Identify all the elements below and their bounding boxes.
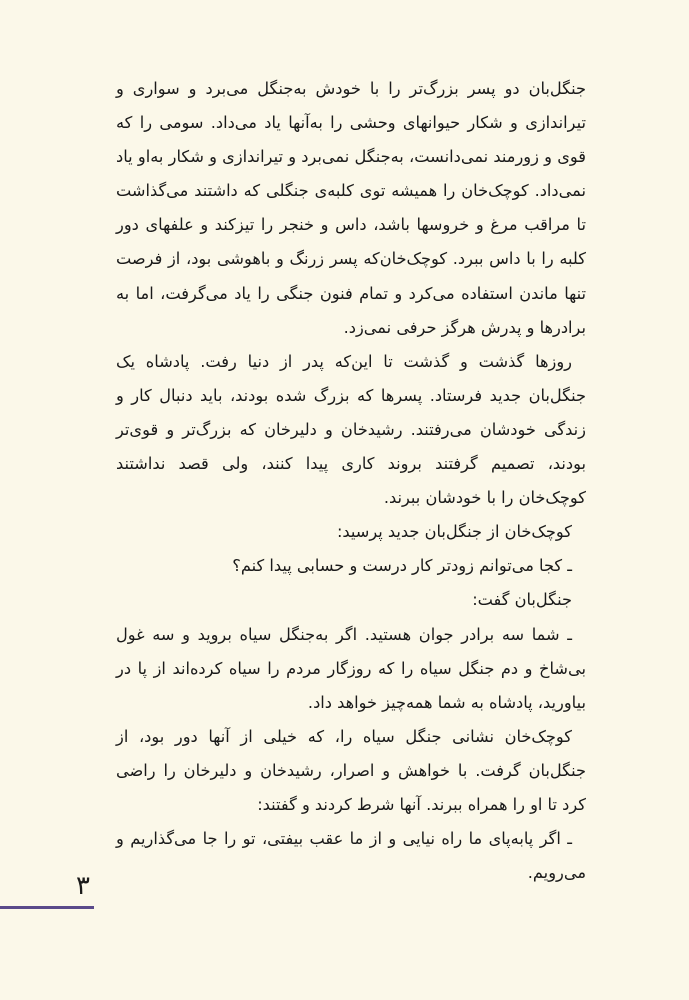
paragraph-2: روزها گذشت و گذشت تا این‌که پدر از دنیا رفت. پادشاه یک جنگل‌بان جدید فرستاد. پسرها که بزرگ شده بودند، باید دنبال کار و زندگی خودشان می‌رفتند. رشیدخان و دلیرخان که بزرگ‌تر و قوی‌تر بودند، تصمیم گرفتند بروند کاری پیدا کنند، ولی قصد نداشتند کوچک‌خان را با خودشان ببرند. bbox=[116, 351, 586, 508]
paragraph-3: کوچک‌خان از جنگل‌بان جدید پرسید: bbox=[336, 522, 572, 542]
paragraph-7: کوچک‌خان نشانی جنگل سیاه را، که خیلی از آنها دور بود، از جنگل‌بان گرفت. با خواهش و اصرار، رشیدخان و دلیرخان را راضی کرد تا او را همراه ببرند. آنها شرط کردند و گفتند: bbox=[116, 726, 586, 814]
paragraph-5: جنگل‌بان گفت: bbox=[472, 590, 572, 610]
paragraph-8: ـ اگر پابه‌پای ما راه نیایی و از ما عقب بیفتی، تو را جا می‌گذاریم و می‌رویم. bbox=[116, 829, 586, 883]
paragraph-6: ـ شما سه برادر جوان هستید. اگر به‌جنگل سیاه بروید و سه غول بی‌شاخ و دم جنگل سیاه را که روزگار مردم را سیاه کرده‌اند از پا در بیاورید، پادشاه به شما همه‌چیز خواهد داد. bbox=[116, 624, 586, 712]
paragraph-1: جنگل‌بان دو پسر بزرگ‌تر را با خودش به‌جنگل می‌برد و سواری و تیراندازی و شکار حیوانهای وحشی را به‌آنها یاد می‌داد. سومی را که قوی و زورمند نمی‌دانست، به‌جنگل نمی‌برد و تیراندازی و شکار به‌او یاد نمی‌داد. کوچک‌خان را همیشه توی کلبه‌ی جنگلی که داشتند می‌گذاشت تا مراقب مرغ و خروسها باشد، داس و خنجر را تیزکند و علفهای دور کلبه را با داس ببرد. کوچک‌خان‌که پسر زرنگ و باهوشی بود، از فرصت تنها ماندن استفاده می‌کرد و تمام فنون جنگی را یاد می‌گرفت، اما به برادرها و پدرش هرگز حرفی نمی‌زد. bbox=[116, 79, 586, 337]
page-number: ۳ bbox=[76, 871, 90, 901]
page-number-rule bbox=[0, 906, 94, 909]
body-text bbox=[116, 72, 586, 890]
paragraph-4: ـ کجا می‌توانم زودتر کار درست و حسابی پیدا کنم؟ bbox=[232, 556, 572, 576]
